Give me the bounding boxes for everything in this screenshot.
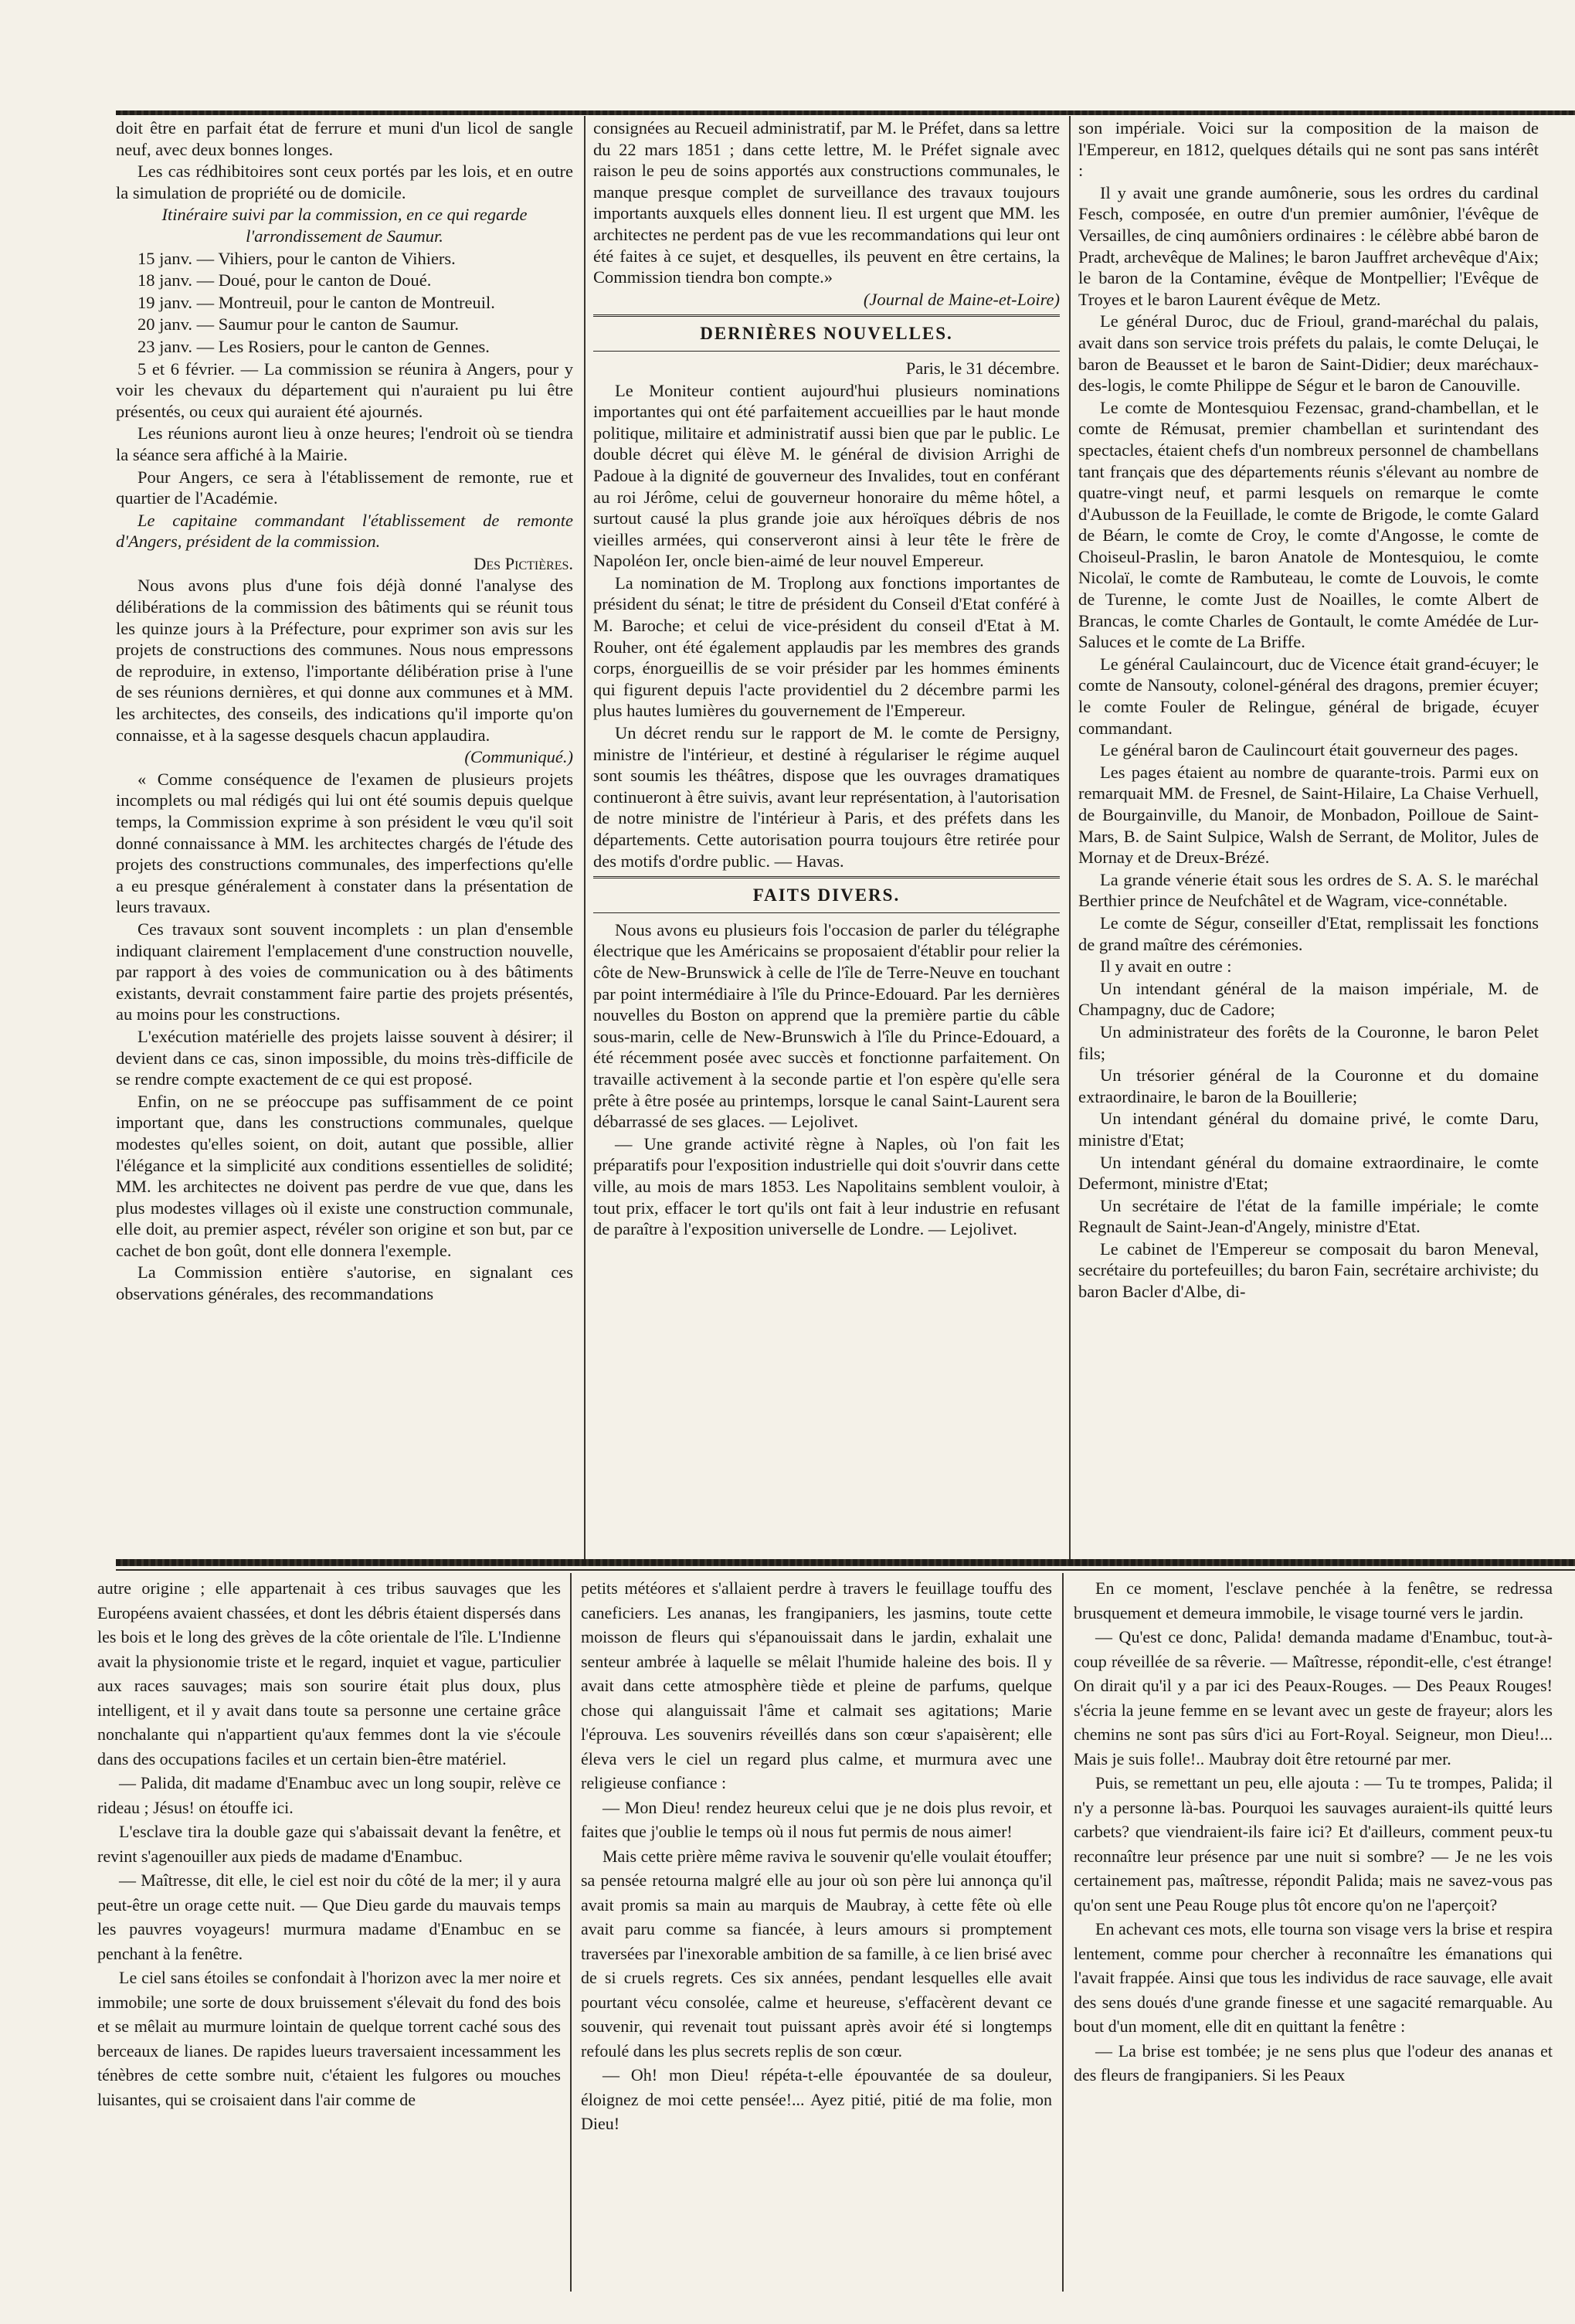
paragraph: Il y avait en outre :: [1100, 956, 1232, 977]
paragraph: Ces travaux sont souvent incomplets : un plan d'ensemble indiquant clairement l'emplacement d'une construction nouvelle, par rapport à des voies de communication ou à des bâtiments existants, devrait constamment faire partie des projets présentés, au moins pour les constructions.: [116, 919, 573, 1024]
paragraph: L'esclave tira la double gaze qui s'abaissait devant la fenêtre, et revint s'agenouiller aux pieds de madame d'Enambuc.: [97, 1822, 561, 1866]
paragraph: 15 janv. — Vihiers, pour le canton de Vihiers.: [137, 248, 456, 268]
paragraph: Puis, se remettant un peu, elle ajouta : — Tu te trompes, Palida; il n'y a personne là-bas. Pourquoi les sauvages auraient-ils quitté leurs carbets? que viendraient-ils faire ici? Et d'ailleurs, comment peux-tu reconnaître leur présence par une nuit si sombre? — Je ne les vois certainement pas, maîtresse, répondit Palida; mais ne savez-vous pas qu'on sent une Peau Rouge plus tôt encore qu'on ne l'aperçoit?: [1074, 1773, 1553, 1915]
feuilleton-separator-thin: [116, 1569, 1575, 1571]
paragraph: Le général baron de Caulincourt était gouverneur des pages.: [1100, 740, 1519, 760]
paragraph: doit être en parfait état de ferrure et muni d'un licol de sangle neuf, avec deux bonnes longes.: [116, 118, 573, 159]
article-column-2: [593, 117, 1060, 1554]
paragraph: « Comme conséquence de l'examen de plusieurs projets incomplets ou mal rédigés qui lui ont été soumis depuis quelque temps, la Commission exprime à son président le vœu qu'il soit donné connaissance à MM. les architectes chargés de l'étude des projets des constructions communales, des imperfections qu'elle a eu presque généralement à constater dans la présentation de leurs travaux.: [116, 769, 573, 917]
paragraph: Le capitaine commandant l'établissement de remonte d'Angers, président de la commission.: [116, 510, 573, 552]
paragraph: — Qu'est ce donc, Palida! demanda madame d'Enambuc, tout-à-coup réveillée de sa rêverie. — Maîtresse, répondit-elle, c'est étrange! On dirait qu'il y a par ici des Peaux-Rouges. — Des Peaux Rouges! s'écria la jeune femme en se levant avec un geste de frayeur; alors les chemins ne sont pas sûrs d'ici au Fort-Royal. Seigneur, mon Dieu!... Mais je suis folle!.. Maubray doit être retourné par mer.: [1074, 1627, 1553, 1768]
paragraph: (Journal de Maine-et-Loire): [863, 289, 1060, 309]
paragraph: Le Moniteur contient aujourd'hui plusieurs nominations importantes qui ont été parfaitement accueillies par le haut monde politique, militaire et administratif aussi bien que par le public. Le double décret qui élève M. le général de division Arrighi de Padoue à la dignité de gouverneur des Invalides, tout en conférant au roi Jérôme, celui de gouverneur honoraire du même hôtel, a surtout causé la plus grande joie aux héroïques débris de nos vieilles armées, qui conserveront ainsi à leur tête le frère de Napoléon Ier, oncle bien-aimé de leur nouvel Empereur.: [593, 380, 1060, 571]
feuilleton-column-2: [581, 1576, 1052, 2291]
faits-divers-title: FAITS DIVERS.: [752, 885, 901, 905]
paragraph: autre origine ; elle appartenait à ces tribus sauvages que les Européens avaient chassées, et dont les débris étaient dispersés dans les bois et le long des grèves de la côte orientale de l'île. L'Indienne avait la physionomie triste et le regard, inquiet et vague, particulier aux races sauvages; mais son sourire était plus doux, plus intelligent, et il y avait dans toute sa personne une certaine grâce nonchalante qui n'appartient qu'aux femmes dont la vie s'écoule dans des occupations faciles et un certain bien-être matériel.: [97, 1578, 561, 1768]
paragraph: Nous avons plus d'une fois déjà donné l'analyse des délibérations de la commission des bâtiments qui se réunit tous les quinze jours à la Préfecture, pour exprimer son avis sur les projets de constructions des communes. Nous nous empressons de reproduire, in extenso, l'importante délibération prise à l'une de ses réunions dernières, et qui donne aux communes et à MM. les architectes, des conseils, des indications qu'il importe qu'on connaisse, et à la sagesse desquels chacun applaudira.: [116, 576, 573, 745]
paragraph: petits météores et s'allaient perdre à travers le feuillage touffu des caneficiers. Les ananas, les frangipaniers, les jasmins, toute cette moisson de fleurs qui s'épanouissait dans le jardin, exhalait une senteur ambrée à laquelle se mêlait l'humide haleine des bois. Il y avait dans cette atmosphère tiède et pleine de parfums, quelque chose qui alanguissait l'âme et calmait ses agitations; Marie l'éprouva. Les souvenirs réveillés dans son cœur s'apaisèrent; elle éleva vers le ciel un regard plus calme, et murmura avec une religieuse confiance :: [581, 1578, 1052, 1792]
paragraph: consignées au Recueil administratif, par M. le Préfet, dans sa lettre du 22 mars 1851 ; dans cette lettre, M. le Préfet signale avec raison le peu de soins apportés aux constructions communales, le manque presque complet de surveillance des travaux toujours importants auxquels elles donnent lieu. Il est urgent que MM. les architectes ne perdent pas de vue les recommandations qui leur ont été faites à ce sujet, et desquelles, ils peuvent en être certains, la Commission tiendra bon compte.»: [593, 118, 1060, 287]
paragraph: Le comte de Ségur, conseiller d'Etat, remplissait les fonctions de grand maître des cérémonies.: [1078, 912, 1539, 954]
paragraph: Nous avons eu plusieurs fois l'occasion de parler du télégraphe électrique que les Américains se proposaient d'établir pour relier la côte de New-Brunswick à celle de l'île de Terre-Neuve en touchant par point intermédiaire à l'île du Prince-Edouard. Par les dernières nouvelles du Boston on apprend que la première partie du câble sous-marin, celle de New-Brunswich à l'île du Prince-Edouard, a été récemment posée avec succès et fonctionne parfaitement. On travaille activement à la seconde partie et l'on espère qu'elle sera prête à être posée au printemps, lorsque le canal Saint-Laurent sera débarrassé de ses glaces. — Lejolivet.: [593, 919, 1060, 1132]
paragraph: Un décret rendu sur le rapport de M. le comte de Persigny, ministre de l'intérieur, et destiné à régulariser le régime auquel sont soumis les théâtres, dispose que les ouvrages dramatiques continueront à être suivis, avant leur représentation, à l'autorisation de notre ministre de l'intérieur à Paris, et des préfets dans les départements. Cette autorisation pourra toujours être retirée pour des motifs d'ordre public. — Havas.: [593, 723, 1060, 871]
paragraph: Un administrateur des forêts de la Couronne, le baron Pelet fils;: [1078, 1021, 1539, 1063]
paragraph: Enfin, on ne se préoccupe pas suffisamment de ce point important que, dans les constructions communales, quelque modestes qu'elles soient, on doit, autant que possible, allier l'élégance et la simplicité aux conditions essentielles de solidité; MM. les architectes ne doivent pas perdre de vue que, dans les plus modestes villages où il existe une construction communale, elle doit, au premier aspect, révéler son origine et son but, par ce cachet de bon goût, dont elle donnera l'exemple.: [116, 1091, 573, 1260]
paragraph: — Une grande activité règne à Naples, où l'on fait les préparatifs pour l'exposition industrielle qui doit s'ouvrir dans cette ville, au mois de mars 1853. Les Napolitains semblent vouloir, à tout prix, effacer le tort qu'ils ont fait à leur industrie en refusant de paraître à l'exposition universelle de Londre. — Lejolivet.: [593, 1133, 1060, 1239]
paragraph: Mais cette prière même raviva le souvenir qu'elle voulait étouffer; sa pensée retourna malgré elle au jour où son père lui annonça qu'il avait promis sa main au marquis de Maubray, à cette fête où elle avait paru comme sa fiancée, à leurs amours si promptement traversées par l'inexorable ambition de sa famille, à ce lien brisé avec de si cruels regrets. Ces six années, pendant lesquelles elle avait pourtant vécu consolée, calme et heureuse, s'effacèrent devant ce souvenir, qui revenait tout puissant après avoir été si longtemps refoulé dans les plus secrets replis de son cœur.: [581, 1846, 1052, 2061]
article-column-1: [116, 117, 573, 1554]
paragraph: son impériale. Voici sur la composition de la maison de l'Empereur, en 1812, quelques détails qui ne sont pas sans intérêt :: [1078, 118, 1539, 181]
paragraph: Un trésorier général de la Couronne et du domaine extraordinaire, le baron de la Bouillerie;: [1078, 1065, 1539, 1106]
paragraph: Le comte de Montesquiou Fezensac, grand-chambellan, et le comte de Rémusat, premier chambellan et surintendant des spectacles, étaient chefs d'un nombreux personnel de chambellans tant français que des départements réunis s'élevant au nombre de quatre-vingt neuf, et parmi lesquels on remarque le comte d'Aubusson de la Feuillade, le comte de Brigode, le comte Galard de Béarn, le comte de Croy, le comte d'Angosse, le comte de Choiseul-Praslin, le baron Anatole de Montesquiou, le comte Nicolaï, le comte de Rambuteau, le comte de Louvois, le comte de Turenne, le comte Just de Noailles, le comte Albert de Brancas, le comte Charles de Gontault, le comte Amédée de Lur-Saluces et le comte de La Briffe.: [1078, 397, 1539, 652]
paragraph: Le général Duroc, duc de Frioul, grand-maréchal du palais, avait dans son service trois préfets du palais, le comte Deluçai, le baron de Beausset et le baron de Saint-Didier; deux maréchaux-des-logis, le comte Philippe de Ségur et le baron de Canouville.: [1078, 311, 1539, 396]
feuilleton-divider-2: [1062, 1573, 1064, 2292]
paragraph: — Mon Dieu! rendez heureux celui que je ne dois plus revoir, et faites que j'oublie le temps où il nous fut permis de nous aimer!: [581, 1797, 1052, 1841]
feuilleton-divider-1: [570, 1573, 572, 2292]
paragraph: Un secrétaire de l'état de la famille impériale; le comte Regnault de Saint-Jean-d'Angely, ministre d'Etat.: [1078, 1195, 1539, 1237]
paragraph: (Communiqué.): [464, 747, 573, 767]
top-border-rule: [116, 110, 1575, 115]
dernieres-nouvelles-header: [593, 314, 1060, 352]
paragraph: Le ciel sans étoiles se confondait à l'horizon avec la mer noire et immobile; une sorte de doux bruissement s'élevait du fond des bois et se mêlait au murmure lointain de quelque torrent caché sous des berceaux de lianes. De rapides lueurs traversaient incessamment les ténèbres de cette sombre nuit, c'étaient les fulgores ou mouches luisantes, qui se croisaient dans l'air comme de: [97, 1968, 561, 2109]
paragraph: Itinéraire suivi par la commission, en ce qui regarde l'arrondissement de Saumur.: [161, 205, 528, 246]
paragraph: Le général Caulaincourt, duc de Vicence était grand-écuyer; le comte de Nansouty, colonel-général des dragons, premier écuyer; le comte Fouler de Relingue, général de brigade, écuyer commandant.: [1078, 654, 1539, 738]
paragraph: La grande vénerie était sous les ordres de S. A. S. le maréchal Berthier prince de Neufchâtel et de Wagram, vice-connétable.: [1078, 869, 1539, 911]
feuilleton-column-3: [1074, 1576, 1553, 2291]
paragraph: Les pages étaient au nombre de quarante-trois. Parmi eux on remarquait MM. de Fresnel, de Saint-Hilaire, La Chaise Verhuell, de Bourgainville, du Manoir, de Monbadon, Poilloue de Saint-Mars, B. de Saint Sulpice, Walsh de Serrant, de Molitor, Jules de Mornay et de Dreux-Brézé.: [1078, 762, 1539, 868]
paragraph: L'exécution matérielle des projets laisse souvent à désirer; il devient dans ce cas, sinon impossible, du moins très-difficile de se rendre compte exactement de ce qui est proposé.: [116, 1026, 573, 1089]
paragraph: Les réunions auront lieu à onze heures; l'endroit où se tiendra la séance sera affiché à la Mairie.: [116, 423, 573, 464]
paragraph: La nomination de M. Troplong aux fonctions importantes de président du sénat; le titre de président du Conseil d'Etat conféré à M. Baroche; et celui de vice-président du conseil d'Etat à M. Rouher, ont été également applaudis par les membres des grands corps, énorgueillis de se voir présider par les hommes éminents qui figurent depuis l'acte providentiel du 2 décembre parmi les plus hautes lumières du gouvernement de l'Empereur.: [593, 573, 1060, 721]
paragraph: Il y avait une grande aumônerie, sous les ordres du cardinal Fesch, composée, en outre d'un premier aumônier, l'évêque de Versailles, de cinq aumôniers ordinaires : le célèbre abbé baron de Pradt, archevêque de Malines; le baron Jauffret archevêque d'Aix; le baron de la Contamine, évêque de Montpellier; l'Evêque de Troyes et le baron Laurent évêque de Metz.: [1078, 182, 1539, 309]
paragraph: 19 janv. — Montreuil, pour le canton de Montreuil.: [137, 292, 495, 312]
faits-divers-header: [593, 876, 1060, 913]
paragraph: 18 janv. — Doué, pour le canton de Doué.: [137, 270, 432, 290]
paragraph: Le cabinet de l'Empereur se composait du baron Meneval, secrétaire du portefeuilles; du baron Fain, secrétaire archiviste; du baron Bacler d'Albe, di-: [1078, 1238, 1539, 1302]
paragraph: La Commission entière s'autorise, en signalant ces observations générales, des recommandations: [116, 1262, 573, 1304]
paragraph: Un intendant général du domaine privé, le comte Daru, ministre d'Etat;: [1078, 1109, 1539, 1150]
paragraph: Des Pictières.: [474, 553, 573, 573]
paragraph: En achevant ces mots, elle tourna son visage vers la brise et respira lentement, comme pour chercher à reconnaître les émanations qui l'avait frappée. Ainsi que tous les individus de race sauvage, elle avait des sens doués d'une grande finesse et une sagacité remarquable. Au bout d'un moment, elle dit en quittant la fenêtre :: [1074, 1919, 1553, 2036]
paragraph: Pour Angers, ce sera à l'établissement de remonte, rue et quartier de l'Académie.: [116, 467, 573, 508]
paragraph: Paris, le 31 décembre.: [905, 358, 1060, 378]
paragraph: Les cas rédhibitoires sont ceux portés par les lois, et en outre la simulation de propriété ou de domicile.: [116, 161, 573, 202]
paragraph: — Palida, dit madame d'Enambuc avec un long soupir, relève ce rideau ; Jésus! on étouffe ici.: [97, 1773, 561, 1817]
paragraph: 23 janv. — Les Rosiers, pour le canton de Gennes.: [137, 336, 490, 356]
column-divider-1: [584, 116, 586, 1559]
paragraph: Un intendant général du domaine extraordinaire, le comte Defermont, ministre d'Etat;: [1078, 1152, 1539, 1194]
paragraph: 5 et 6 février. — La commission se réunira à Angers, pour y voir les chevaux du département qui n'auraient pu lui être présentés, ou ceux qui auraient été ajournés.: [116, 358, 573, 421]
paragraph: Un intendant général de la maison impériale, M. de Champagny, duc de Cadore;: [1078, 978, 1539, 1020]
feuilleton-separator-rule: [116, 1559, 1575, 1566]
article-column-3: [1078, 117, 1539, 1554]
paragraph: En ce moment, l'esclave penchée à la fenêtre, se redressa brusquement et demeura immobile, le visage tourné vers le jardin.: [1074, 1578, 1553, 1622]
paragraph: — La brise est tombée; je ne sens plus que l'odeur des ananas et des fleurs de frangipaniers. Si les Peaux: [1074, 2040, 1553, 2084]
paragraph: — Maîtresse, dit elle, le ciel est noir du côté de la mer; il y aura peut-être un orage cette nuit. — Que Dieu garde du mauvais temps les pauvres voyageurs! murmura madame d'Enambuc en se penchant à la fenêtre.: [97, 1870, 561, 1963]
feuilleton-column-1: [97, 1576, 561, 2291]
paragraph: — Oh! mon Dieu! répéta-t-elle épouvantée de sa douleur, éloignez de moi cette pensée!... Ayez pitié, pitié de ma folie, mon Dieu!: [581, 2065, 1052, 2133]
paragraph: 20 janv. — Saumur pour le canton de Saumur.: [137, 314, 459, 335]
dernieres-nouvelles-title: DERNIÈRES NOUVELLES.: [700, 324, 953, 344]
column-divider-2: [1069, 116, 1071, 1559]
